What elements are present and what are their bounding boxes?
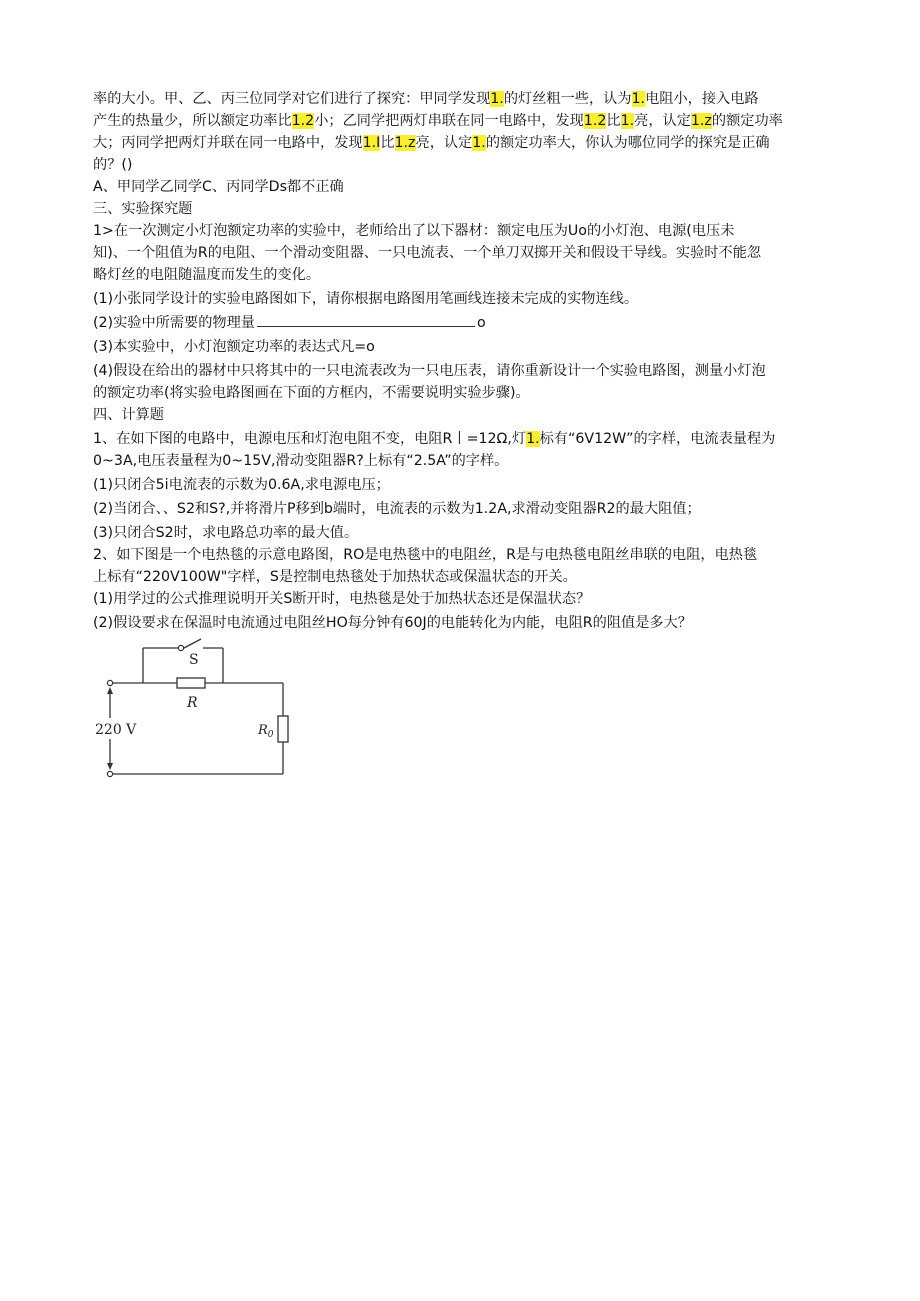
calc2-q1: (1)用学过的公式推理说明开关S断开时，电热毯是处于加热状态还是保温状态？ xyxy=(93,591,591,607)
calc1-q1: (1)只闭合5i电流表的示数为0.6A,求电源电压； xyxy=(93,477,390,493)
switch-label: S xyxy=(189,652,199,668)
section-title-experiment: 三、实验探究题 xyxy=(93,201,193,217)
resistor-r xyxy=(177,678,205,688)
experiment-intro: 1>在一次测定小灯泡额定功率的实验中，老师给出了以下器材：额定电压为Uo的小灯泡、电源(电压未 知)、一个阻值为R的电阻、一个滑动变阻器、一只电流表、一个单刀双掷开关和假设干导线。实验时不能忽 略灯丝的电阻随温度而发生的变化。 xyxy=(93,223,762,283)
highlight: 1. xyxy=(490,91,504,107)
experiment-q4: (4)假设在给出的器材中只将其中的一只电流表改为一只电压表，请你重新设计一个实验电路图，测量小灯泡 的额定功率(将实验电路图画在下面的方框内，不需要说明实验步骤)。 xyxy=(93,363,766,401)
answer-options: A、甲同学乙同学C、丙同学Ds都不正确 xyxy=(93,179,344,195)
terminal-top xyxy=(107,680,112,685)
calc1-q2: (2)当闭合、、S2和S?,并将滑片P移到b端时，电流表的示数为1.2A,求滑动变阻器R2的最大阻值； xyxy=(93,501,701,517)
highlight: 1. xyxy=(620,113,635,129)
document-body xyxy=(93,88,828,634)
section-title-calculation: 四、计算题 xyxy=(93,407,164,423)
calc2-stem: 2、如下图是一个电热毯的示意电路图，RO是电热毯中的电阻丝，R是与电热毯电阻丝串联的电阻，电热毯 上标有“220V100W"字样，S是控制电热毯处于加热状态或保温状态的开关。 xyxy=(93,547,758,585)
terminal-bottom xyxy=(107,771,112,776)
r0-label: $R_0$ xyxy=(258,723,274,740)
highlight: 1. xyxy=(631,91,646,107)
highlight: 1.2 xyxy=(291,113,315,129)
highlight: 1.2 xyxy=(583,113,607,129)
highlight: 1. xyxy=(526,431,540,447)
experiment-q3: (3)本实验中，小灯泡额定功率的表达式凡=o xyxy=(93,339,375,355)
voltage-label: 220 V xyxy=(95,722,137,738)
calc1-stem: 1、在如下图的电路中，电源电压和灯泡电阻不变，电阻R丨=12Ω,灯1.标有“6V12W”的字样，电流表量程为 0~3A,电压表量程为0~15V,滑动变阻器R?上标有“2.5A”的字样。 xyxy=(93,431,776,469)
experiment-q1: (1)小张同学设计的实验电路图如下，请你根据电路图用笔画线连接未完成的实物连线。 xyxy=(93,291,639,307)
calc1-q3: (3)只闭合S2时，求电路总功率的最大值。 xyxy=(93,525,359,541)
highlight: 1.I xyxy=(362,135,381,151)
resistor-r0 xyxy=(278,716,288,742)
highlight: 1.z xyxy=(690,113,712,129)
calc2-q2: (2)假设要求在保温时电流通过电阻丝HO每分钟有60J的电能转化为内能，电阻R的阻值是多大？ xyxy=(93,615,692,631)
switch-contact xyxy=(178,645,183,650)
question-mc: 率的大小。甲、乙、丙三位同学对它们进行了探究：甲同学发现1.的灯丝粗一些，认为1.电阻小，接入电路 产生的热量少，所以额定功率比1.2小；乙同学把两灯串联在同一电路中，发现1.2比1.亮，认定1.z的额定功率 大；丙同学把两灯并联在同一电路中，发现1.I比1.z亮，认定1.的额定功率大，你认为哪位同学的探究是正确 的？() xyxy=(93,91,783,173)
experiment-q2: (2)实验中所需要的物理量 o xyxy=(93,312,828,334)
resistor-label: R xyxy=(187,695,198,711)
highlight: 1. xyxy=(472,135,486,151)
arrow-down-icon xyxy=(107,763,113,770)
answer-blank xyxy=(257,312,475,327)
electric-blanket-circuit-diagram xyxy=(95,636,295,786)
highlight: 1.z xyxy=(394,135,416,151)
arrow-up-icon xyxy=(107,687,113,694)
